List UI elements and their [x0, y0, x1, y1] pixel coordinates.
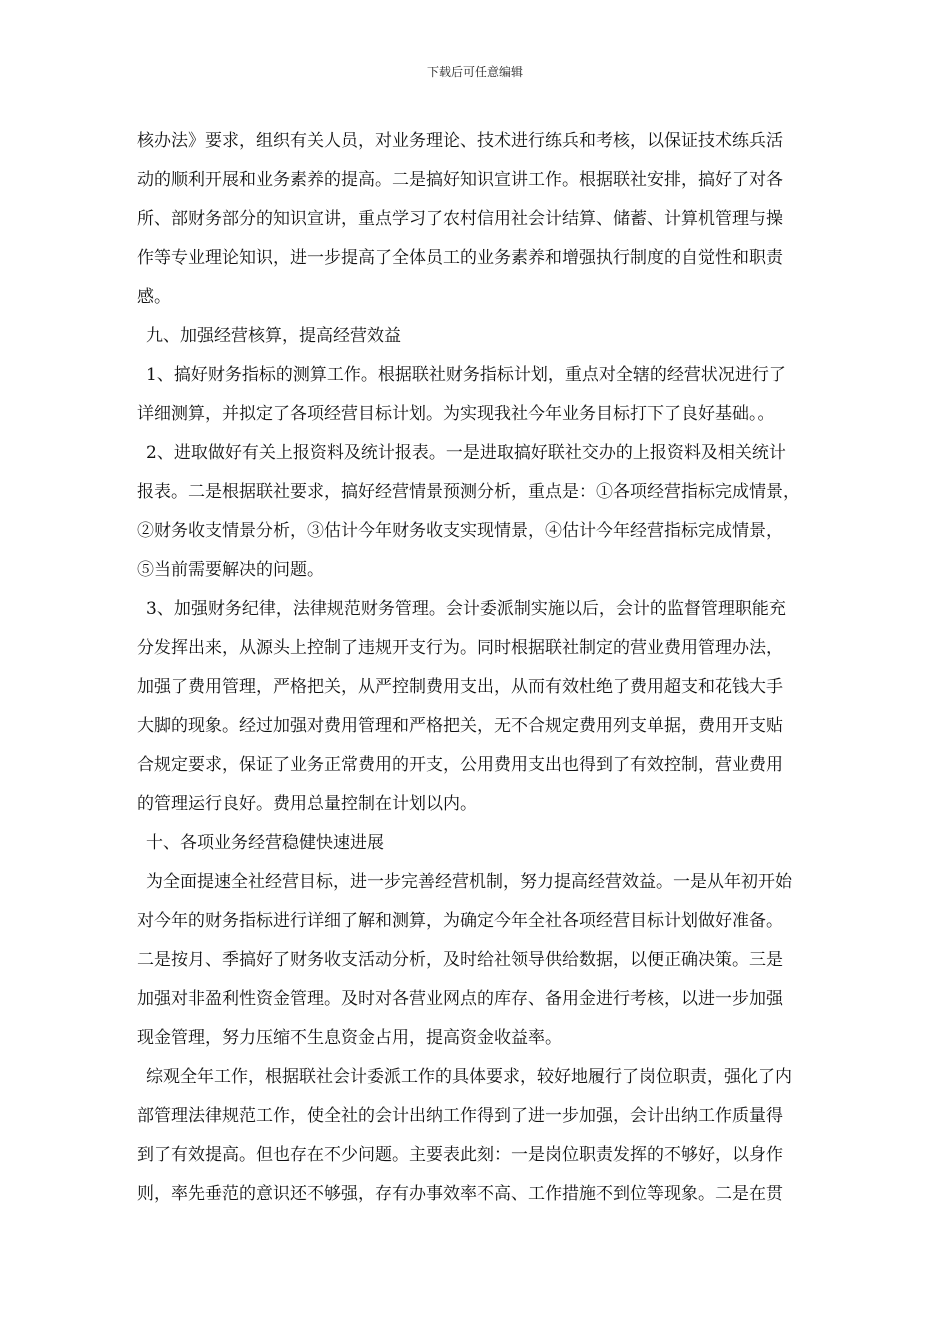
- text-line: 综观全年工作，根据联社会计委派工作的具体要求，较好地履行了岗位职责，强化了内: [146, 1067, 792, 1087]
- text-line: 九、加强经营核算，提高经营效益: [146, 326, 401, 346]
- text-line: 所、部财务部分的知识宣讲，重点学习了农村信用社会计结算、储蓄、计算机管理与操: [137, 209, 783, 229]
- document-body: [137, 122, 889, 1214]
- text-line: 报表。二是根据联社要求，搞好经营情景预测分析，重点是：①各项经营指标完成情景，: [137, 482, 800, 502]
- text-line: 动的顺利开展和业务素养的提高。二是搞好知识宣讲工作。根据联社安排，搞好了对各: [137, 170, 783, 190]
- text-line: 核办法》要求，组织有关人员，对业务理论、技术进行练兵和考核，以保证技术练兵活: [137, 131, 783, 151]
- text-line: 到了有效提高。但也存在不少问题。主要表此刻：一是岗位职责发挥的不够好，以身作: [137, 1145, 783, 1165]
- text-line: 分发挥出来，从源头上控制了违规开支行为。同时根据联社制定的营业费用管理办法，: [137, 638, 783, 658]
- text-line: 则，率先垂范的意识还不够强，存有办事效率不高、工作措施不到位等现象。二是在贯: [137, 1184, 783, 1204]
- page-header: 下载后可任意编辑: [426, 65, 523, 79]
- text-line: 的管理运行良好。费用总量控制在计划以内。: [137, 794, 477, 814]
- text-line: 3、加强财务纪律，法律规范财务管理。会计委派制实施以后，会计的监督管理职能充: [146, 599, 786, 619]
- text-line: 详细测算，并拟定了各项经营目标计划。为实现我社今年业务目标打下了良好基础。。: [137, 404, 775, 424]
- text-line: 加强了费用管理，严格把关，从严控制费用支出，从而有效杜绝了费用超支和花钱大手: [137, 677, 783, 697]
- text-line: 感。: [137, 287, 171, 307]
- text-line: 部管理法律规范工作，使全社的会计出纳工作得到了进一步加强，会计出纳工作质量得: [137, 1106, 783, 1126]
- text-line: 为全面提速全社经营目标，进一步完善经营机制，努力提高经营效益。一是从年初开始: [146, 872, 792, 892]
- text-line: 合规定要求，保证了业务正常费用的开支，公用费用支出也得到了有效控制，营业费用: [137, 755, 783, 775]
- text-line: 1、搞好财务指标的测算工作。根据联社财务指标计划，重点对全辖的经营状况进行了: [146, 365, 786, 385]
- text-line: 作等专业理论知识，进一步提高了全体员工的业务素养和增强执行制度的自觉性和职责: [137, 248, 783, 268]
- text-line: 现金管理，努力压缩不生息资金占用，提高资金收益率。: [137, 1028, 562, 1048]
- text-line: ⑤当前需要解决的问题。: [137, 560, 324, 580]
- text-line: 大脚的现象。经过加强对费用管理和严格把关，无不合规定费用列支单据，费用开支贴: [137, 716, 783, 736]
- text-line: 十、各项业务经营稳健快速进展: [146, 833, 384, 853]
- text-line: 二是按月、季搞好了财务收支活动分析，及时给社领导供给数据，以便正确决策。三是: [137, 950, 783, 970]
- text-line: 加强对非盈利性资金管理。及时对各营业网点的库存、备用金进行考核，以进一步加强: [137, 989, 783, 1009]
- text-line: ②财务收支情景分析，③估计今年财务收支实现情景，④估计今年经营指标完成情景，: [137, 521, 783, 541]
- text-line: 对今年的财务指标进行详细了解和测算，为确定今年全社各项经营目标计划做好准备。: [137, 911, 783, 931]
- text-line: 2、进取做好有关上报资料及统计报表。一是进取搞好联社交办的上报资料及相关统计: [146, 443, 786, 463]
